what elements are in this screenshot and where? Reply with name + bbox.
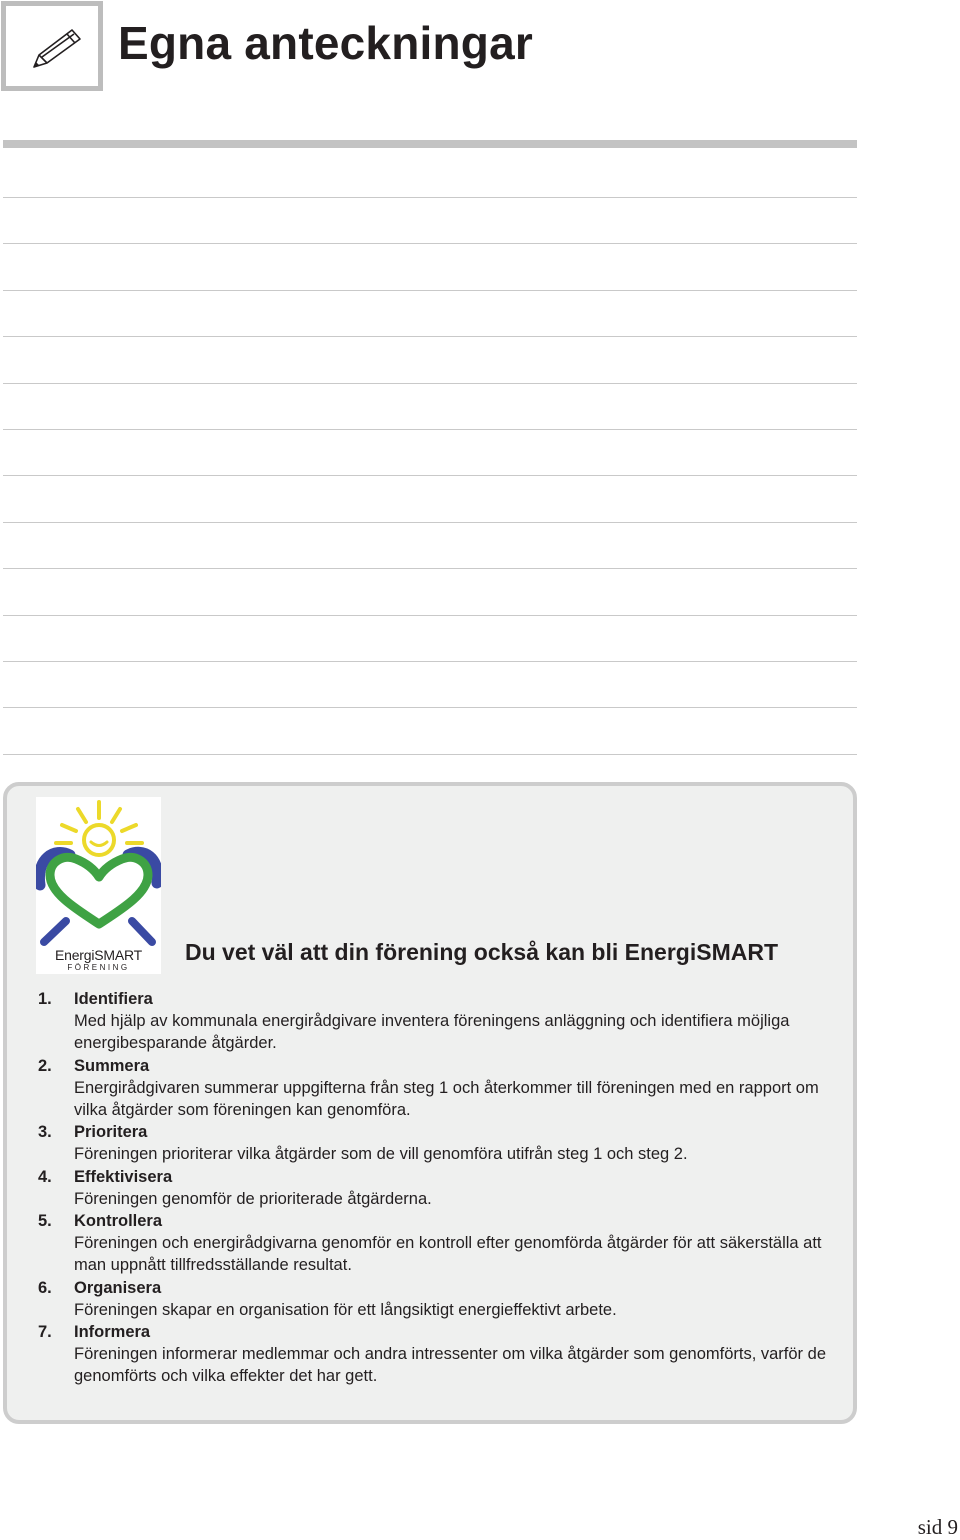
note-line xyxy=(3,383,857,384)
step-title: Summera xyxy=(74,1056,150,1075)
step-item xyxy=(38,1121,828,1165)
step-text: Föreningen genomför de prioriterade åtgärderna. xyxy=(74,1189,432,1208)
logo-brand-text: EnergiSMART xyxy=(54,947,143,963)
step-text: Föreningen prioriterar vilka åtgärder som de vill genomföra utifrån steg 1 och steg 2. xyxy=(74,1145,688,1164)
note-line xyxy=(3,290,857,291)
note-line xyxy=(3,661,857,662)
logo-sub-text: FÖRENING xyxy=(67,963,130,972)
step-text: Föreningen och energirådgivarna genomför en kontroll efter genomförda åtgärder för att säkerställa att man uppnått tillfredsställande resultat. xyxy=(74,1234,822,1275)
note-line xyxy=(3,522,857,523)
step-item xyxy=(38,1166,828,1210)
step-number: 6. xyxy=(38,1278,52,1297)
note-line xyxy=(3,568,857,569)
logo-graphic xyxy=(36,797,161,947)
step-item xyxy=(38,1277,828,1321)
page-title: Egna anteckningar xyxy=(118,17,533,69)
step-item xyxy=(38,1321,828,1388)
step-number: 5. xyxy=(38,1212,52,1231)
step-item xyxy=(38,1210,828,1277)
energismart-logo xyxy=(36,797,161,974)
pencil-icon xyxy=(28,26,82,72)
notes-top-rule xyxy=(3,140,857,148)
note-line xyxy=(3,754,857,755)
step-number: 3. xyxy=(38,1123,52,1142)
step-item xyxy=(38,988,828,1055)
panel-heading: Du vet väl att din förening också kan bli EnergiSMART xyxy=(185,939,778,965)
note-line xyxy=(3,707,857,708)
step-title: Identifiera xyxy=(74,990,153,1008)
step-item xyxy=(38,1055,828,1122)
step-number: 7. xyxy=(38,1323,52,1342)
note-line xyxy=(3,336,857,337)
step-number: 4. xyxy=(38,1167,52,1186)
note-line xyxy=(3,197,857,198)
steps-list xyxy=(38,988,828,1388)
step-number: 2. xyxy=(38,1056,52,1075)
step-title: Organisera xyxy=(74,1278,162,1297)
step-text: Föreningen informerar medlemmar och andra intressenter om vilka åtgärder som genomförts, varför de genomförts och vilka effekter det har gett. xyxy=(74,1345,826,1386)
note-line xyxy=(3,243,857,244)
step-title: Kontrollera xyxy=(74,1212,163,1231)
step-number: 1. xyxy=(38,990,52,1008)
step-text: Föreningen skapar en organisation för ett långsiktigt energieffektivt arbete. xyxy=(74,1300,617,1319)
step-title: Effektivisera xyxy=(74,1167,173,1186)
step-text: Med hjälp av kommunala energirådgivare inventera föreningens anläggning och identifiera möjliga energibesparande åtgärder. xyxy=(74,1012,790,1053)
page-number: sid 9 xyxy=(917,1515,958,1539)
step-title: Prioritera xyxy=(74,1123,148,1142)
step-title: Informera xyxy=(74,1323,151,1342)
notes-icon-box xyxy=(1,1,103,91)
note-line xyxy=(3,429,857,430)
note-line xyxy=(3,615,857,616)
step-text: Energirådgivaren summerar uppgifterna från steg 1 och återkommer till föreningen med en rapport om vilka åtgärder som föreningen kan genomföra. xyxy=(74,1078,819,1120)
note-line xyxy=(3,475,857,476)
